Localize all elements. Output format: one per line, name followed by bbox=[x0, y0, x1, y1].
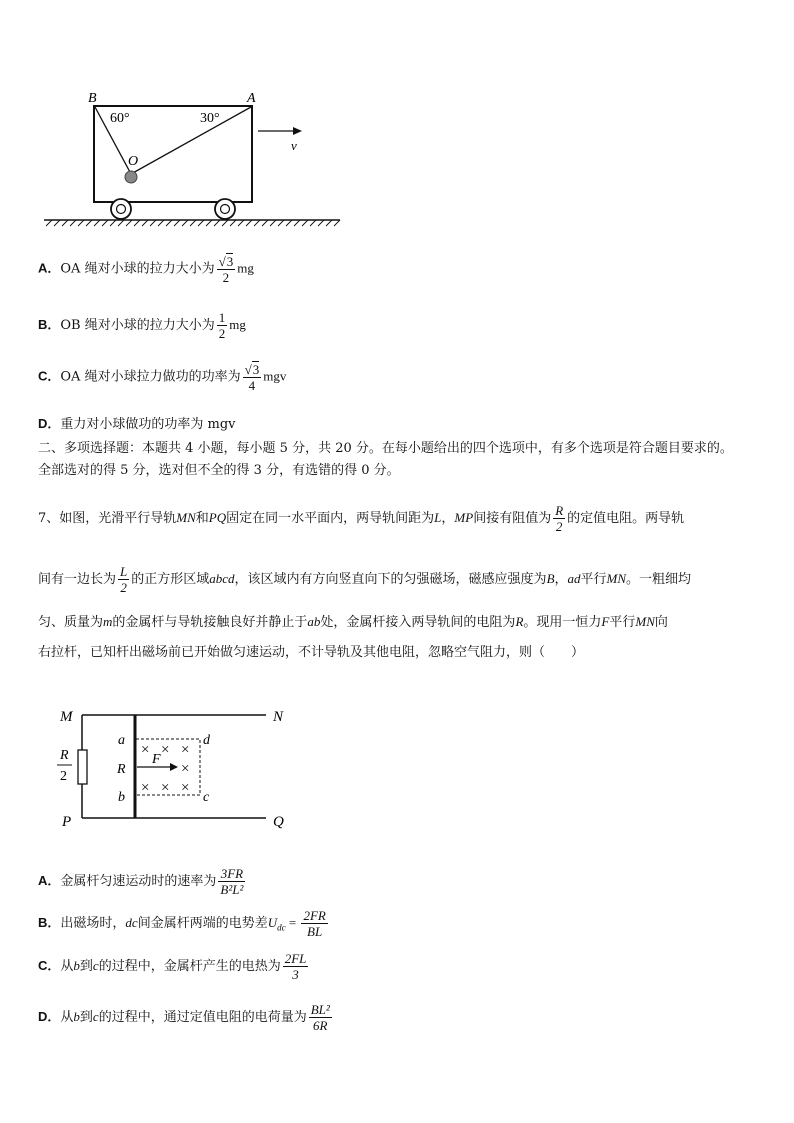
rails-figure bbox=[44, 672, 304, 842]
q7-option-d[interactable]: D．从b到c的过程中，通过定值电阻的电荷量为 $\frac{\text{BL²}}{6R}$ bbox=[38, 1002, 330, 1033]
svg-text:×: × bbox=[181, 742, 190, 758]
svg-text:×: × bbox=[181, 780, 190, 796]
svg-text:×: × bbox=[181, 761, 190, 777]
q6-option-c[interactable]: C．OA 绳对小球拉力做功的功率为 $\frac{√3}{4}$ mgv bbox=[38, 362, 287, 393]
q7-option-c[interactable]: C．从b到c的过程中，金属杆产生的电热为 $\frac{2FL}{3}$ bbox=[38, 951, 307, 982]
svg-text:×: × bbox=[161, 780, 170, 796]
label-p: P bbox=[62, 814, 72, 830]
svg-text:×: × bbox=[161, 742, 170, 758]
q6-option-d[interactable]: D．重力对小球做功的功率为 mgv bbox=[38, 416, 236, 432]
section2-line1: 二、多项选择题：本题共 4 小题，每小题 5 分，共 20 分。在每小题给出的四个选项中，有多个选项是符合题目要求的。 bbox=[38, 441, 733, 456]
svg-text:×: × bbox=[141, 780, 150, 796]
label-n: N bbox=[273, 709, 284, 725]
q7-line1: 7、如图，光滑平行导轨MN和PQ固定在同一水平面内，两导轨间距为L，MP间接有阻值为 $\frac{R}{2}$ 的定值电阻。两导轨 bbox=[38, 503, 685, 534]
label-q: Q bbox=[273, 814, 284, 830]
field-crosses bbox=[141, 742, 189, 796]
label-half-r-num: R bbox=[60, 748, 69, 763]
label-f: F bbox=[152, 752, 161, 767]
label-a-point: a bbox=[118, 733, 125, 748]
q6-option-b[interactable]: B．OB 绳对小球的拉力大小为 $\frac{1}{2}$ mg bbox=[38, 310, 246, 341]
resistor bbox=[78, 750, 87, 784]
q7-option-a[interactable]: A．金属杆匀速运动时的速率为 $\frac{3FR}{\text{B²L²}}$ bbox=[38, 866, 244, 897]
label-half-r-den: 2 bbox=[60, 769, 67, 784]
section2-line2: 全部选对的得 5 分，选对但不全的得 3 分，有选错的得 0 分。 bbox=[38, 463, 400, 478]
q7-line2: 间有一边长为 $\frac{L}{2}$ 的正方形区域abcd，该区域内有方向竖直向下的匀强磁场，磁感应强度为B，ad平行MN。一粗细均 bbox=[38, 564, 692, 595]
label-a: A bbox=[247, 91, 256, 106]
angle-30: 30° bbox=[200, 111, 220, 126]
q7-line4: 右拉杆，已知杆出磁场前已开始做匀速运动，不计导轨及其他电阻，忽略空气阻力，则（ ） bbox=[38, 645, 585, 660]
label-v: v bbox=[291, 138, 297, 153]
svg-text:×: × bbox=[141, 742, 150, 758]
label-d-point: d bbox=[203, 733, 210, 748]
wheel-left bbox=[111, 199, 131, 219]
string-oa bbox=[131, 107, 251, 174]
cart-figure bbox=[40, 84, 360, 234]
q6-option-a[interactable]: A．OA 绳对小球的拉力大小为 $\frac{√3}{2}$ mg bbox=[38, 254, 254, 285]
label-o: O bbox=[128, 154, 139, 169]
wheel-right bbox=[215, 199, 235, 219]
label-m: M bbox=[60, 709, 73, 725]
label-b-point: b bbox=[118, 790, 125, 805]
label-r-rod: R bbox=[117, 762, 126, 777]
q7-line3: 匀、质量为m的金属杆与导轨接触良好并静止于ab处，金属杆接入两导轨间的电阻为R。现用一恒力F平行MN向 bbox=[38, 614, 668, 630]
label-c-point: c bbox=[203, 790, 210, 805]
q7-option-b[interactable]: B．出磁场时，dc间金属杆两端的电势差$U_{dc}$ = $\frac{2FR}{BL}$ bbox=[38, 908, 326, 939]
angle-60: 60° bbox=[110, 111, 130, 126]
label-b: B bbox=[88, 91, 97, 106]
ball bbox=[125, 171, 137, 183]
